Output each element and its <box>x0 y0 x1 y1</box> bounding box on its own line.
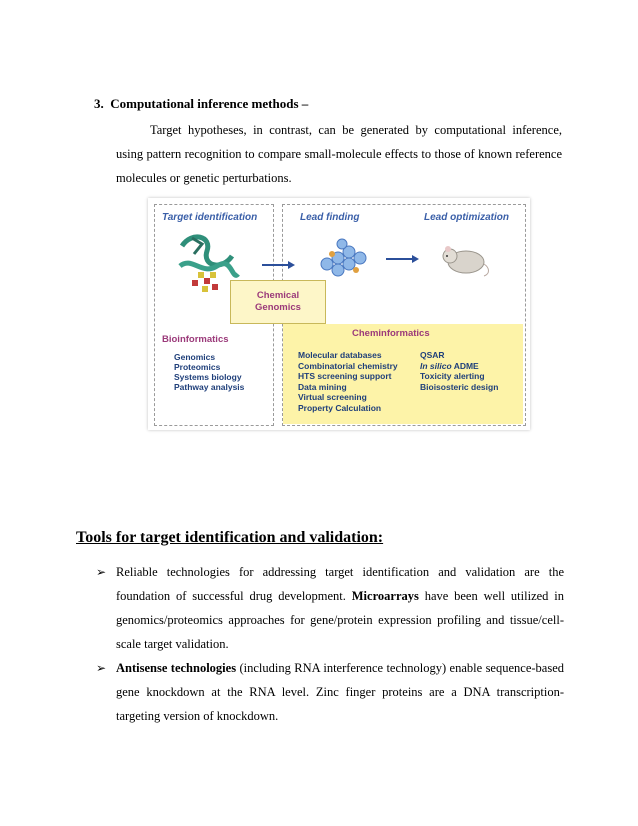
antisense-text: Antisense technologies <box>116 661 237 675</box>
list-item: Genomics <box>174 352 216 362</box>
list-item: Systems biology <box>174 372 242 382</box>
bullet1-rest: have been well utilized in genomics/proteomics approaches for gene/protein expression profiling and tissue/cell-scale target validation. <box>116 589 564 651</box>
arrow-right-icon <box>384 254 420 264</box>
arrow-bullet-icon: ➢ <box>96 661 107 675</box>
microarrays-text: Microarrays <box>351 589 419 603</box>
list-item: Data mining <box>298 381 347 392</box>
list-item: HTS screening support <box>298 371 392 381</box>
cheminformatics-heading: Cheminformatics <box>352 328 430 339</box>
paragraph-text: Target hypotheses, in contrast, can be generated by computational inference, using pattern recognition to compare small-molecule effects to those of known reference molecules or genetic perturbations. <box>116 123 562 185</box>
adme-text: ADME <box>451 360 479 371</box>
list-item: Molecular databases <box>298 350 382 360</box>
list-item: Proteomics <box>174 362 221 372</box>
arrow-bullet-icon: ➢ <box>96 565 107 579</box>
list-item: Property Calculation <box>298 402 382 413</box>
lead-optimization-label: Lead optimization <box>424 212 509 223</box>
list-item: QSAR <box>420 350 445 360</box>
cheminformatics-list-left <box>298 350 398 413</box>
section-title: Computational inference methods – <box>110 96 309 111</box>
list-item: Toxicity alerting <box>420 371 485 381</box>
list-item <box>96 560 564 656</box>
list-item <box>96 656 564 728</box>
bullet2-rest: (including RNA interference technology) enable sequence-based gene knockdown at the RNA level. Zinc finger proteins are a DNA transcription-targeting version of knockdown. <box>116 661 564 723</box>
drug-discovery-figure <box>148 198 530 430</box>
list-item: Pathway analysis <box>174 382 245 392</box>
bioinformatics-list <box>174 352 244 392</box>
target-identification-label: Target identification <box>162 212 258 223</box>
section-paragraph <box>116 118 562 190</box>
molecule-icon <box>312 234 372 282</box>
lead-finding-label: Lead finding <box>300 212 360 223</box>
cheminformatics-list-right <box>420 350 498 392</box>
genomics-label: Genomics <box>255 302 301 313</box>
bioinformatics-heading: Bioinformatics <box>162 334 229 345</box>
bullet1-text: Reliable technologies for addressing target identification and validation are the foundation of successful drug development. <box>116 565 564 603</box>
tools-heading: Tools for target identification and validation: <box>76 529 384 546</box>
section-heading <box>94 96 308 112</box>
tools-bullet-list <box>96 560 564 728</box>
section-number: 3. <box>94 96 104 111</box>
mouse-icon <box>440 238 492 278</box>
list-item: Bioisosteric design <box>420 381 499 392</box>
chemical-label: Chemical <box>256 290 300 301</box>
list-item <box>420 361 498 372</box>
in-silico-text: In silico <box>420 360 452 371</box>
list-item: Combinatorial chemistry <box>298 360 398 371</box>
arrow-right-icon <box>260 260 296 270</box>
chemical-genomics-box <box>230 280 326 324</box>
list-item: Virtual screening <box>298 392 367 402</box>
